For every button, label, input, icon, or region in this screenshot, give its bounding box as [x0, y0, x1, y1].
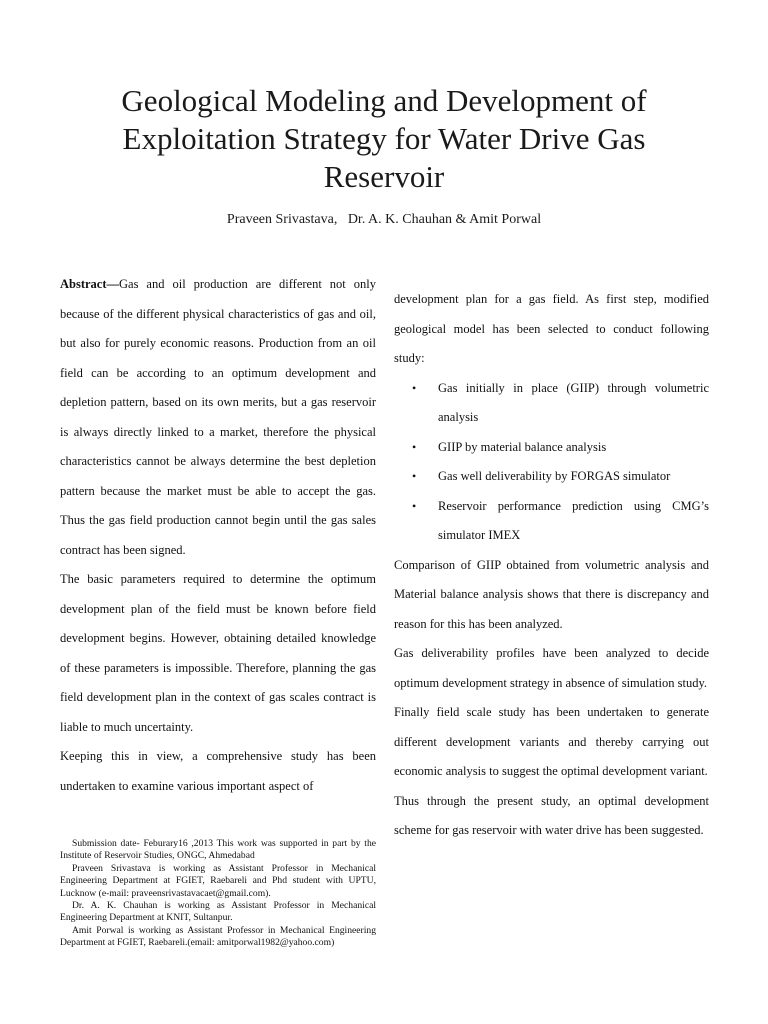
footnote: Dr. A. K. Chauhan is working as Assistant Professor in Mechanical Engineering Department at KNIT, Sultanpur.	[60, 900, 376, 924]
abstract-text: Gas and oil production are different not only because of the different physical characteristics of gas and oil, but also for purely economic reasons. Production from an oil field can be according to an optimum development and depletion pattern, based on its own merits, but a gas reservoir is always directly linked to a market, therefore the physical characteristics cannot be always determine the best depletion pattern because the market must be able to accept the gas. Thus the gas field production cannot begin until the gas sales contract has been signed.	[60, 277, 376, 557]
bullet-text: Gas well deliverability by FORGAS simulator	[438, 469, 671, 483]
bullet-text: Gas initially in place (GIIP) through volumetric analysis	[438, 380, 709, 424]
title-line: Reservoir	[323, 159, 445, 194]
bullet-icon: •	[412, 439, 417, 454]
abstract-label: Abstract—	[60, 277, 120, 291]
body-paragraph: development plan for a gas field. As first step, modified geological model has been selected to conduct following study:	[394, 292, 709, 365]
body-paragraph: Gas deliverability profiles have been analyzed to decide optimum development strategy in absence of simulation study.	[394, 646, 709, 690]
footnote: Praveen Srivastava is working as Assistant Professor in Mechanical Engineering Department at FGIET, Raebareli and Phd student with UPTU, Lucknow (e-mail: praveensrivastavacaet@gmail.com).	[60, 862, 376, 899]
title-line: Geological Modeling and Development of	[121, 83, 647, 118]
right-column	[394, 285, 709, 846]
bullet-item	[394, 433, 709, 463]
body-paragraph: The basic parameters required to determine the optimum development plan of the field must be known before field development begins. However, obtaining detailed knowledge of these parameters is impossible. Therefore, planning the gas field development plan in the context of gas scales contract is liable to much uncertainty.	[60, 572, 376, 734]
left-column	[60, 270, 376, 801]
bullet-text: Reservoir performance prediction using CMG’s simulator IMEX	[438, 498, 709, 542]
paper-title	[60, 82, 708, 196]
author-list: Praveen Srivastava, Dr. A. K. Chauhan & Amit Porwal	[226, 212, 542, 227]
abstract-paragraph	[60, 270, 376, 565]
body-paragraph: Thus through the present study, an optimal development scheme for gas reservoir with water drive has been suggested.	[394, 793, 709, 837]
footnote: Submission date- Feburary16 ,2013 This work was supported in part by the Institute of Reservoir Studies, ONGC, Ahmedabad	[60, 838, 376, 862]
body-paragraph: Finally field scale study has been undertaken to generate different development variants and thereby carrying out economic analysis to suggest the optimal development variant.	[394, 705, 709, 778]
bullet-icon: •	[412, 469, 417, 483]
body-paragraph: Keeping this in view, a comprehensive study has been undertaken to examine various important aspect of	[60, 749, 376, 793]
bullet-icon: •	[412, 498, 417, 513]
footnote: Amit Porwal is working as Assistant Professor in Mechanical Engineering Department at FGIET, Raebareli.(email: amitporwal1982@yahoo.com)	[60, 924, 376, 949]
footnotes	[60, 838, 376, 950]
bullet-item	[394, 374, 709, 433]
body-paragraph: Comparison of GIIP obtained from volumetric analysis and Material balance analysis shows that there is discrepancy and reason for this has been analyzed.	[394, 557, 709, 631]
bullet-list	[394, 374, 709, 551]
bullet-item	[394, 492, 709, 551]
bullet-icon: •	[412, 380, 417, 395]
bullet-item	[394, 462, 709, 492]
title-line: Exploitation Strategy for Water Drive Gas	[122, 121, 646, 156]
bullet-text: GIIP by material balance analysis	[438, 439, 607, 454]
